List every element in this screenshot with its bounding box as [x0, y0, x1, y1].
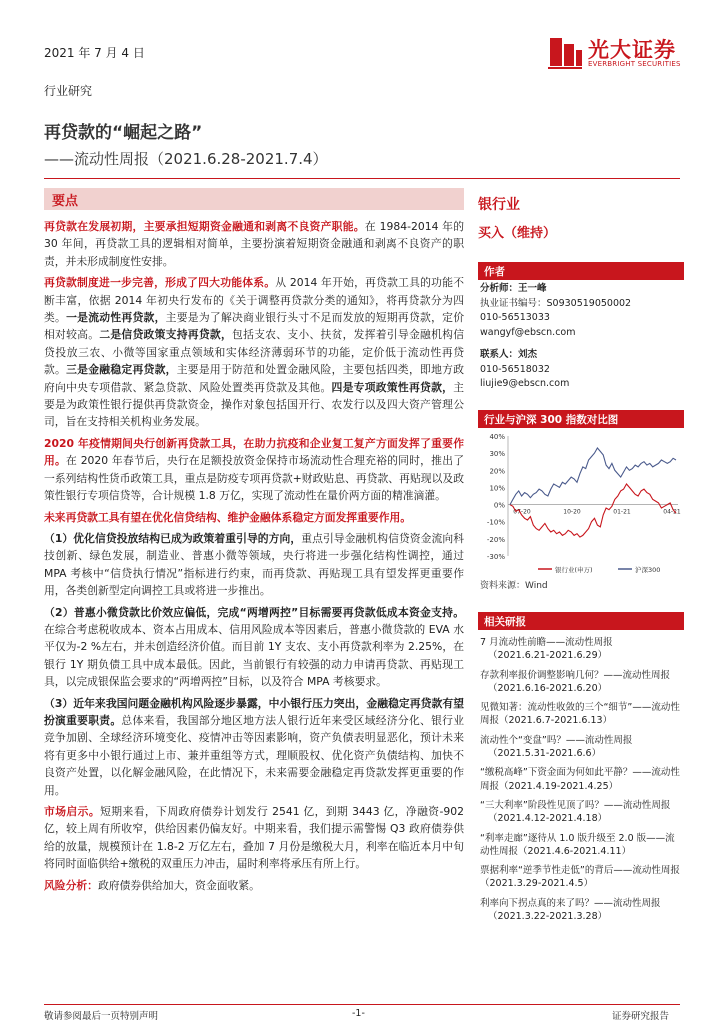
- x-tick-label: 10-20: [563, 508, 581, 516]
- research-item-title: 利率向下拐点真的来了吗？——流动性周报: [480, 897, 661, 909]
- p7-text: 总体来看，我国部分地区地方法人银行近年来受区域经济分化、银行业竞争加剧、全球经济环境变化、疫情冲击等因素影响，资产负债表明显恶化，预计未来将有更多中小银行通过上市、兼并重组等方式，理顺股权、优化资产负债结构、加快不良资产处置，以化解金融风险，在此情况下，未来需要金融稳定再贷款发挥更重要的作用。: [44, 713, 465, 797]
- p2-text-5: 主要是为政策性银行提供再贷款资金，操作对象包括国开行、农发行以及四大资产管理公司，旨在支持相关机构业务发展。: [44, 380, 464, 429]
- p7-bold: （3）近年来我国问题金融机构风险逐步暴露，中小银行压力突出，金融稳定再贷款有望扮演重要职责。: [44, 696, 464, 727]
- p8-highlight: 市场启示。: [44, 805, 101, 818]
- research-item-title: “三大利率”阶段性见顶了吗？——流动性周报: [480, 799, 671, 811]
- report-subtitle: ——流动性周报（2021.6.28-2021.7.4）: [44, 150, 328, 168]
- key-points-band: [44, 188, 464, 210]
- p2-highlight: 再贷款制度进一步完善，形成了四大功能体系。: [44, 276, 276, 290]
- p3-highlight: 2020 年疫情期间央行创新再贷款工具，在助力抗疫和企业复工复产方面发挥了重要作用。: [44, 436, 464, 468]
- everbright-logo-icon: [548, 34, 582, 70]
- research-item-title: 票据利率“逆季节性走低”的背后——流动性周报（2021.3.29-2021.4.5）: [480, 865, 680, 890]
- author-heading: 作者: [484, 266, 505, 278]
- paragraph-5: [44, 530, 464, 600]
- y-tick-label: 30%: [489, 450, 505, 459]
- p9-highlight: 风险分析：: [44, 878, 98, 892]
- research-item-period: （2021.3.22-2021.3.28）: [488, 911, 608, 923]
- research-item-title: “利率走廊”逐待从 1.0 版升级至 2.0 版——流动性周报（2021.4.6-2021.4.11）: [480, 832, 675, 857]
- analyst-phone: 010-56513033: [480, 312, 550, 323]
- research-item-period: （2021.5.31-2021.6.6）: [488, 748, 602, 760]
- y-tick-label: -10%: [486, 518, 505, 527]
- research-item[interactable]: [480, 701, 684, 728]
- series-line-bank-industry: [510, 484, 676, 537]
- rating-value: 买入（维持）: [478, 226, 557, 241]
- research-item[interactable]: [480, 636, 684, 663]
- report-category: 行业研究: [44, 84, 93, 98]
- legend-label: 沪深300: [635, 566, 661, 574]
- research-item-title: 存款利率报价调整影响几何？——流动性周报: [480, 669, 671, 681]
- contact-phone: 010-56518032: [480, 363, 550, 375]
- x-tick-label: 04-21: [663, 508, 681, 516]
- y-tick-label: 20%: [489, 467, 505, 476]
- y-tick-label: -30%: [486, 553, 505, 561]
- paragraph-3: [44, 435, 464, 505]
- paragraph-4: [44, 509, 464, 526]
- p5-text: 重点引导金融机构信贷资金流向科技创新、绿色发展，制造业、普惠小微等领域，央行将进一步强化结构性调控，通过 MPA 考核中“信贷执行情况”指标进行约束，而再贷款、再贴现工具有望发挥更重要作用，各类创新型定向调控工具或将进一步推出。: [44, 531, 464, 598]
- footer-report-type: 证券研究报告: [612, 1011, 670, 1022]
- research-item[interactable]: [480, 864, 684, 891]
- p3-text: 在 2020 年春节后，央行在足额投放资金保持市场流动性合理充裕的同时，推出了一系列结构性货币政策工具，重点是防疫专项再贷款+财政贴息、再贷款、再贴现以及政策性银行专项信贷等，合计规模 1.8 万亿，实现了流动性在量价两方面的精准滴灌。: [44, 454, 465, 503]
- contact-email: liujie9@ebscn.com: [480, 378, 570, 389]
- research-item-period: （2021.6.16-2021.6.20）: [488, 682, 608, 694]
- y-tick-label: 10%: [489, 484, 505, 493]
- author-info: [480, 282, 684, 392]
- report-title: 再贷款的“崛起之路”: [44, 123, 203, 143]
- p1-text: 在 1984-2014 年的 30 年间，再贷款工具的逻辑相对简单，主要扮演着短期资金融通和剥离不良资产的职责，并未形成制度性安排。: [44, 220, 464, 268]
- sidebar-rating: [478, 190, 684, 241]
- p4-highlight: 未来再贷款工具有望在优化信贷结构、维护金融体系稳定方面发挥重要作用。: [44, 510, 412, 524]
- chart-source: 资料来源：Wind: [480, 581, 548, 591]
- p2-text-1: 从 2014 年开始，再贷款工具的功能不断丰富，依据 2014 年初央行发布的《关于调整再贷款分类的通知》，将再贷款分为四类。: [44, 276, 464, 325]
- p2-bold-2: 二是信贷政策支持再贷款，: [99, 328, 233, 342]
- index-comparison-chart: [478, 428, 684, 576]
- research-heading: 相关研报: [484, 616, 526, 628]
- p6-bold: （2）普惠小微贷款比价效应偏低，完成“两增两控”目标需要再贷款低成本资金支持。: [44, 605, 464, 619]
- research-item[interactable]: [480, 832, 684, 859]
- research-item-title: 7 月流动性前瞻——流动性周报: [480, 637, 613, 648]
- page-number: -1-: [352, 1008, 365, 1019]
- p1-highlight: 再贷款在发展初期，主要承担短期资金融通和剥离不良资产职能。: [44, 220, 365, 233]
- report-date: 2021 年 7 月 4 日: [44, 46, 145, 60]
- p2-bold-3: 三是金融稳定再贷款，: [66, 363, 177, 377]
- x-tick-label: 07-20: [513, 508, 531, 516]
- y-tick-label: 0%: [493, 501, 505, 510]
- p2-bold-1: 一是流动性再贷款，: [66, 311, 166, 325]
- research-item[interactable]: [480, 897, 684, 924]
- research-item-title: 流动性个“变盘”吗？——流动性周报: [480, 734, 633, 746]
- legend-label: 银行业(申万): [555, 566, 593, 574]
- p6-text: 在综合考虑税收成本、资本占用成本、信用风险成本等因素后，普惠小微贷款的 EVA 水平仅为-2 %左右，并未创造经济价值。而目前 1Y 支农、支小再贷款利率为 2.25%，在银行 1Y 期负债工具中成本最低。因此，当前银行有较强的动力申请再贷款、再贴现工具，以完成银保监会要求的“两增两控”目标，以及符合 MPA 考核要求。: [44, 622, 464, 689]
- industry-name: 银行业: [478, 197, 520, 213]
- research-item[interactable]: [480, 669, 684, 696]
- logo-chinese-name: 光大证券: [588, 38, 676, 62]
- p8-text: 短期来看，下周政府债券计划发行 2541 亿，到期 3443 亿，净融资-902 亿，较上周有所收窄，供给因素仍偏友好。中期来看，我们提示需警惕 Q3 政府债券供给的放量，规模预计在 1.8-2 万亿左右，叠加 7 月份是缴税大月，利率在临近本月中旬将同时面临供给+缴税的双重压力冲击，届时利率将承压有所上行。: [44, 805, 464, 871]
- p9-text: 政府债券供给加大，资金面收紧。: [97, 878, 260, 892]
- author-band: [478, 262, 684, 280]
- research-item-period: （2021.6.21-2021.6.29）: [488, 650, 608, 662]
- research-item-title: 见微知著：流动性收敛的三个“细节”——流动性周报（2021.6.7-2021.6.13）: [480, 702, 680, 727]
- everbright-logo: [548, 34, 698, 74]
- research-item[interactable]: [480, 766, 684, 793]
- chart-svg: [478, 428, 684, 576]
- p2-text-4: 主要是用于防范和处置金融风险，主要包括四类，即地方政府向中央专项借款、紧急贷款、风险处置类再贷款及其他。: [44, 363, 465, 394]
- footer-divider: [44, 1004, 680, 1005]
- p2-bold-4: 四是专项政策性再贷款，: [331, 380, 454, 394]
- related-research-list: [480, 636, 684, 929]
- y-tick-label: 40%: [489, 433, 505, 441]
- key-points-heading: 要点: [52, 194, 79, 209]
- paragraph-1: [44, 218, 464, 270]
- paragraph-2: [44, 274, 464, 431]
- p2-text-2: 主要是为了解决商业银行头寸不足而发放的短期再贷款，定价相对较高。: [44, 311, 465, 342]
- paragraph-6: [44, 604, 464, 691]
- paragraph-7: [44, 695, 464, 799]
- analyst-license: 执业证书编号：S0930519050002: [480, 297, 632, 309]
- footer-disclaimer: 敬请参阅最后一页特别声明: [44, 1011, 159, 1022]
- p2-text-3: 包括支农、支小、扶贫，发挥着引导金融机构信贷投放三农、小微等国家重点领域和实体经济薄弱环节的功能，定价低于流动性再贷款。: [44, 328, 465, 377]
- analyst-email: wangyf@ebscn.com: [480, 326, 576, 338]
- p5-bold: （1）优化信贷投放结构已成为政策着重引导的方向，: [44, 531, 302, 545]
- research-item[interactable]: [480, 734, 684, 761]
- contact-name: 联系人：刘杰: [480, 349, 538, 360]
- chart-heading: 行业与沪深 300 指数对比图: [484, 414, 619, 426]
- research-item-title: “缴税高峰”下资金面为何如此平静？——流动性周报（2021.4.19-2021.4.25）: [480, 767, 680, 792]
- y-tick-label: -20%: [486, 535, 505, 544]
- research-item[interactable]: [480, 799, 684, 826]
- x-tick-label: 01-21: [613, 508, 631, 516]
- research-item-period: （2021.4.12-2021.4.18）: [488, 813, 608, 825]
- logo-english-name: EVERBRIGHT SECURITIES: [588, 60, 681, 68]
- analyst-name: 分析师：王一峰: [480, 283, 547, 294]
- paragraph-8: [44, 803, 464, 873]
- paragraph-9: [44, 877, 464, 894]
- main-body: [44, 218, 464, 898]
- header-divider: [44, 178, 680, 179]
